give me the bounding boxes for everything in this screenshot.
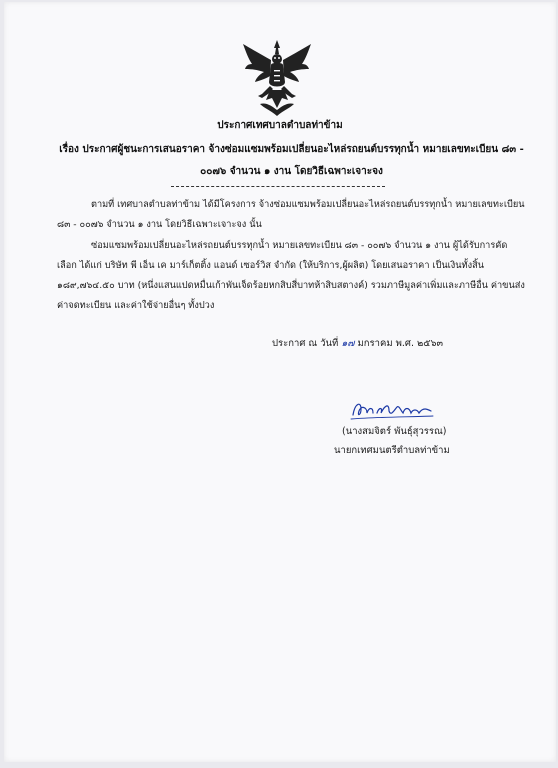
document-page	[4, 2, 556, 762]
signatory-name: (นางสมจิตร์ พันธุ์สุวรรณ)	[342, 426, 447, 437]
announcer-title: ประกาศเทศบาลตำบลท่าข้าม	[217, 120, 343, 131]
handwritten-signature	[347, 395, 437, 423]
signatory-position: นายกเทศมนตรีตำบลท่าข้าม	[334, 445, 450, 456]
date-prefix: ประกาศ ณ วันที่	[272, 338, 339, 349]
date-month-year: มกราคม พ.ศ. ๒๕๖๓	[357, 338, 443, 349]
subject-line-2: ๐๐๗๖ จำนวน ๑ งาน โดยวิธีเฉพาะเจาะจง	[200, 166, 383, 177]
body-paragraph-1: ตามที่ เทศบาลตำบลท่าข้าม ได้มีโครงการ จ้างซ่อมแซมพร้อมเปลี่ยนอะไหล่รถยนต์บรรทุกน้ำ หมายเลขทะเบียน ๘๓ - ๐๐๗๖ จำนวน ๑ งาน โดยวิธีเฉพาะเจาะจง นั้น	[57, 199, 525, 230]
announcement-date	[272, 336, 443, 351]
body-paragraph-2: ซ่อมแซมพร้อมเปลี่ยนอะไหล่รถยนต์บรรทุกน้ำ หมายเลขทะเบียน ๘๓ - ๐๐๗๖ จำนวน ๑ งาน ผู้ได้รับการคัดเลือก ได้แก่ บริษัท พี เอ็น เค มาร์เก็ตติ้ง แอนด์ เซอร์วิส จำกัด (ให้บริการ,ผู้ผลิต) โดยเสนอราคา เป็นเงินทั้งสิ้น ๑๘๙,๗๖๔.๕๐ บาท (หนึ่งแสนแปดหมื่นเก้าพันเจ็ดร้อยหกสิบสี่บาทห้าสิบสตางค์) รวมภาษีมูลค่าเพิ่มและภาษีอื่น ค่าขนส่ง ค่าจดทะเบียน และค่าใช้จ่ายอื่นๆ ทั้งปวง	[57, 240, 525, 311]
subject-line-1: เรื่อง ประกาศผู้ชนะการเสนอราคา จ้างซ่อมแซมพร้อมเปลี่ยนอะไหล่รถยนต์บรรทุกน้ำ หมายเลขทะเบียน ๘๓ -	[59, 144, 524, 155]
garuda-emblem-icon	[240, 38, 314, 120]
subject-heading	[59, 139, 524, 183]
dashed-divider	[171, 186, 385, 187]
date-day-handwritten: ๑๗	[341, 338, 355, 349]
